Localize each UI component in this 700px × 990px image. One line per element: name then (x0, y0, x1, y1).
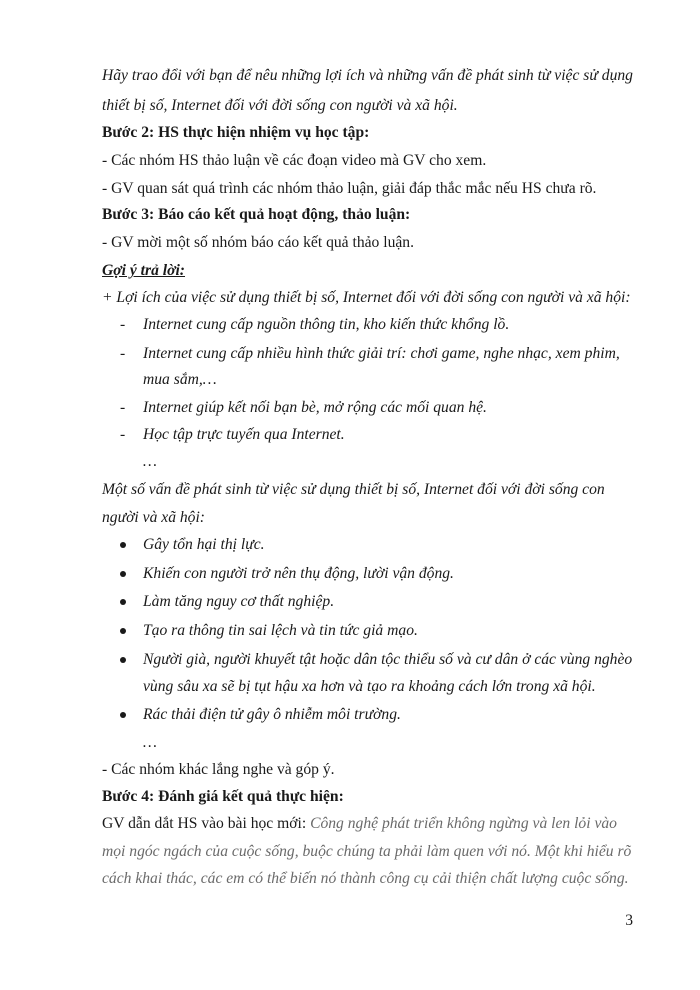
dash-marker: - (120, 345, 126, 362)
step4-lead: GV dẫn dắt HS vào bài học mới: (102, 815, 311, 832)
bullet-icon (120, 628, 126, 634)
bullet-icon (120, 712, 126, 718)
bullet-icon (120, 571, 126, 577)
step4-quote-line-2: mọi ngóc ngách của cuộc sống, buộc chúng ta phải làm quen với nó. Một khi hiểu rõ (102, 843, 632, 860)
step2-heading: Bước 2: HS thực hiện nhiệm vụ học tập: (102, 124, 370, 141)
issues-ellipsis: … (143, 734, 157, 751)
dash-marker: - (120, 399, 126, 416)
step4-quote-line-1: Công nghệ phát triển không ngừng và len lỏi vào (310, 815, 617, 832)
issue-item: Tạo ra thông tin sai lệch và tin tức giả mạo. (143, 622, 418, 639)
step2-item-2: - GV quan sát quá trình các nhóm thảo luận, giải đáp thắc mắc nếu HS chưa rõ. (102, 180, 597, 197)
step4-heading: Bước 4: Đánh giá kết quả thực hiện: (102, 788, 344, 805)
benefit-item-continuation: mua sắm,… (143, 371, 217, 388)
benefit-item: Internet cung cấp nguồn thông tin, kho kiến thức khổng lồ. (143, 316, 510, 333)
intro-line-2: thiết bị số, Internet đối với đời sống con người và xã hội. (102, 97, 458, 114)
issue-item-continuation: vùng sâu xa sẽ bị tụt hậu xa hơn và tạo ra khoảng cách lớn trong xã hội. (143, 678, 596, 695)
benefits-intro: + Lợi ích của việc sử dụng thiết bị số, Internet đối với đời sống con người và xã hội: (102, 289, 631, 306)
step4-quote-line-3: cách khai thác, các em có thể biến nó thành công cụ cải thiện chất lượng cuộc sống. (102, 870, 629, 887)
issues-intro-line-1: Một số vấn đề phát sinh từ việc sử dụng thiết bị số, Internet đối với đời sống con (102, 481, 605, 498)
intro-line-1: Hãy trao đổi với bạn để nêu những lợi ích và những vấn đề phát sinh từ việc sử dụng (102, 67, 633, 84)
bullet-icon (120, 657, 126, 663)
issues-intro-line-2: người và xã hội: (102, 509, 206, 526)
dash-marker: - (120, 316, 126, 333)
closing-line: - Các nhóm khác lắng nghe và góp ý. (102, 761, 335, 778)
benefit-item: Internet giúp kết nối bạn bè, mở rộng các mối quan hệ. (143, 399, 487, 416)
benefits-ellipsis: … (143, 453, 157, 470)
issue-item: Làm tăng nguy cơ thất nghiệp. (143, 593, 335, 610)
dash-marker: - (120, 426, 126, 443)
bullet-icon (120, 542, 126, 548)
benefit-item: Học tập trực tuyến qua Internet. (143, 426, 345, 443)
issue-item: Rác thải điện tử gây ô nhiễm môi trường. (143, 706, 401, 723)
step3-heading: Bước 3: Báo cáo kết quả hoạt động, thảo luận: (102, 206, 411, 223)
page-number: 3 (625, 912, 633, 929)
issue-item: Gây tổn hại thị lực. (143, 536, 265, 553)
step3-item: - GV mời một số nhóm báo cáo kết quả thảo luận. (102, 234, 414, 251)
issue-item: Khiến con người trở nên thụ động, lười vận động. (143, 565, 454, 582)
step4-line-1 (102, 814, 617, 834)
bullet-icon (120, 599, 126, 605)
issue-item: Người già, người khuyết tật hoặc dân tộc thiểu số và cư dân ở các vùng nghèo (143, 651, 633, 668)
benefit-item: Internet cung cấp nhiều hình thức giải trí: chơi game, nghe nhạc, xem phim, (143, 345, 620, 362)
suggestion-heading: Gợi ý trả lời: (102, 262, 186, 279)
step2-item-1: - Các nhóm HS thảo luận về các đoạn video mà GV cho xem. (102, 152, 487, 169)
